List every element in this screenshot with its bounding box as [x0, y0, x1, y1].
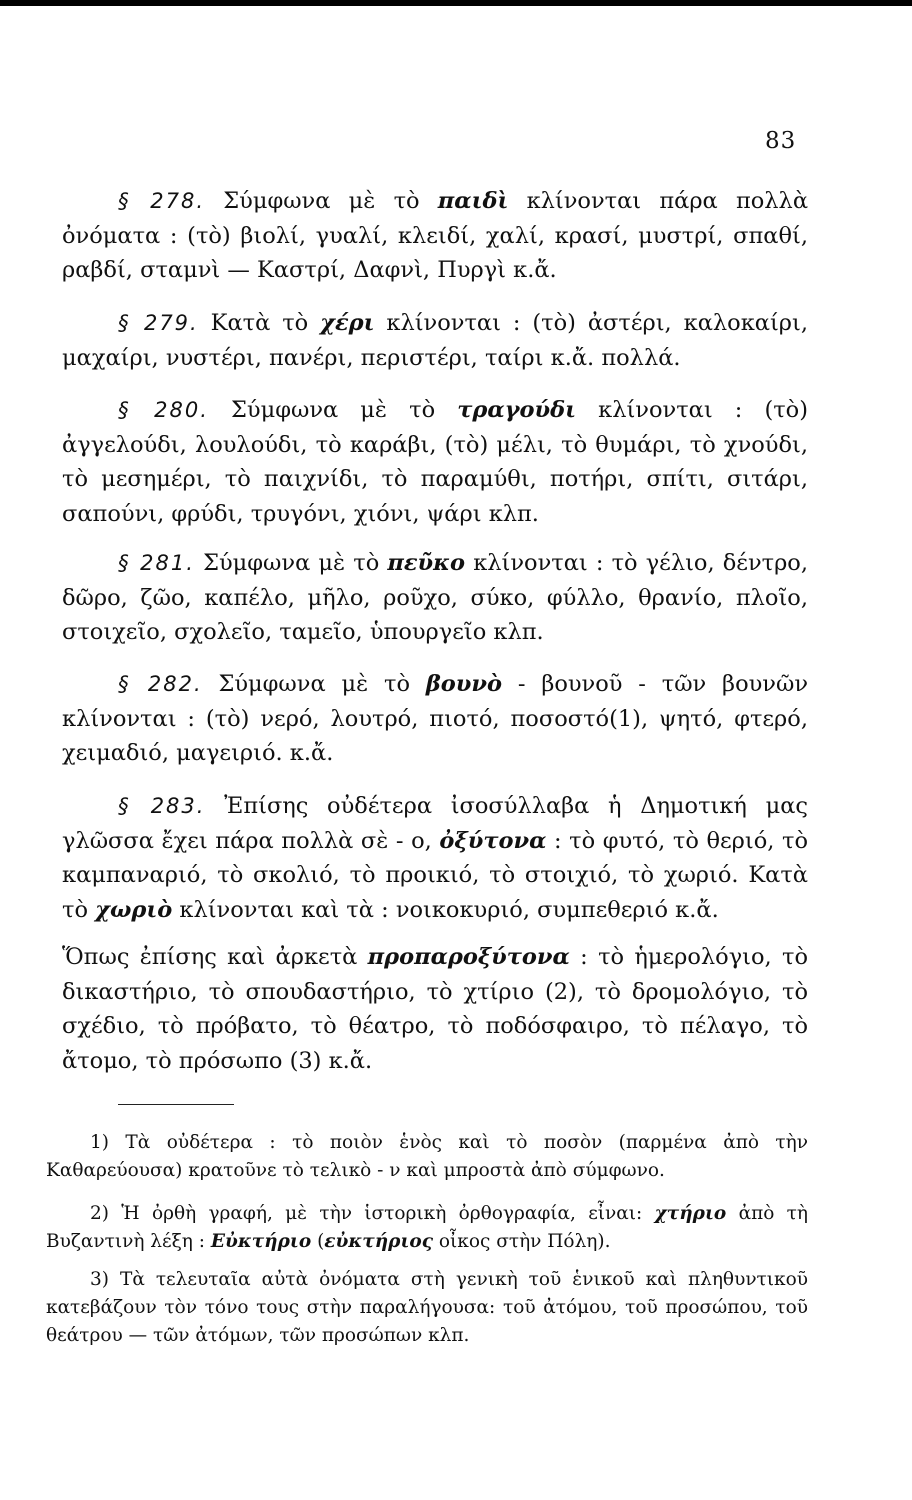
paragraph-279 [62, 306, 808, 375]
paragraph-text: Σύμφωνα μὲ τὸ [208, 397, 458, 423]
keyword: χωριὸ [95, 896, 173, 923]
footnote-3: 3) Τὰ τελευταῖα αὐτὰ ὀνόματα στὴ γενικὴ τοῦ ἑνικοῦ καὶ πληθυντικοῦ κατεβάζουν τὸν τόνο τους στὴν παραλήγουσα: τοῦ ἀτόμου, τοῦ προσώπου, τοῦ θεάτρου — τῶν ἀτόμων, τῶν προσώπων κλπ. [46, 1269, 808, 1346]
footnote-reference: (3) [289, 1047, 322, 1074]
paragraph-text: Σύμφωνα μὲ τὸ [194, 550, 388, 576]
paragraph-text: κλίνονται καὶ τὰ : νοικοκυριό, συμπεθεριό κ.ἄ. [172, 896, 719, 923]
keyword: χτήριο [654, 1203, 727, 1224]
paragraph-text: : τὸ ἡμερολόγιο, τὸ δικαστήριο, τὸ σπουδαστήριο, τὸ χτίριο [62, 944, 808, 1005]
paragraph-text: Κατὰ τὸ [198, 310, 321, 336]
section-marker: § 278. [118, 189, 206, 213]
paragraph-text: Σύμφωνα μὲ τὸ [202, 671, 426, 697]
keyword: πεῦκο [387, 550, 466, 576]
section-marker: § 283. [118, 794, 206, 818]
keyword: ὀξύτονα [439, 827, 547, 854]
page-number: 83 [765, 128, 797, 154]
paragraph-text: , τὸ δρομολόγιο, τὸ σχέδιο, τὸ πρόβατο, τὸ θέατρο, τὸ ποδόσφαιρο, τὸ πέλαγο, τὸ ἄτομο, τὸ πρόσωπο [62, 978, 808, 1074]
paragraph-text: κλίνονται : τὸ γέλιο, δέντρο, δῶρο, ζῶο, καπέλο, μῆλο, ροῦχο, σύκο, φύλλο, θρανίο, πλοῖο, στοιχεῖο, σχολεῖο, ταμεῖο, ὑπουργεῖο κλπ. [62, 550, 809, 645]
paragraph-278 [62, 184, 808, 288]
footnote-1: 1) Τὰ οὐδέτερα : τὸ ποιὸν ἑνὸς καὶ τὸ ποσὸν (παρμένα ἀπὸ τὴν Καθαρεύουσα) κρατοῦνε τὸ τελικὸ - ν καὶ μπροστὰ ἀπὸ σύμφωνο. [46, 1132, 808, 1181]
keyword: Εὐκτήριο [210, 1231, 312, 1252]
keyword: προπαροξύτονα [367, 944, 570, 970]
keyword: παιδὶ [437, 188, 509, 214]
paragraph-text: κ.ἄ. [321, 1047, 373, 1074]
footnote-text: 2) Ἡ ὀρθὴ γραφή, μὲ τὴν ἱστορικὴ ὀρθογραφία, εἶναι: [90, 1203, 655, 1224]
footnote-divider [118, 1104, 234, 1105]
footnote-reference: (1) [609, 705, 641, 732]
keyword: εὐκτήριος [324, 1231, 434, 1252]
footnote-text: ἀπὸ τὴ Βυζαντινὴ λέξη : [46, 1203, 808, 1252]
section-marker: § 281. [118, 551, 195, 575]
keyword: βουνὸ [425, 671, 503, 697]
paragraph-text: Ὅπως ἐπίσης καὶ ἀρκετὰ [62, 944, 368, 970]
paragraph-282 [62, 667, 808, 771]
paragraph-283 [62, 789, 808, 927]
section-marker: § 279. [118, 311, 199, 335]
top-edge-rule [0, 0, 912, 6]
section-marker: § 280. [118, 398, 209, 422]
paragraph-text: κλίνονται : (τὸ) ἀγγελούδι, λουλούδι, τὸ καράβι, (τὸ) μέλι, τὸ θυμάρι, τὸ χνούδι, τὸ μεσημέρι, τὸ παιχνίδι, τὸ παραμύθι, ποτήρι, σπίτι, σιτάρι, σαπούνι, φρύδι, τρυγόνι, χιόνι, ψάρι κλπ. [62, 397, 809, 527]
paragraph-text: κλίνονται πάρα πολλὰ ὀνόματα : (τὸ) βιολί, γυαλί, κλειδί, χαλί, κρασί, μυστρί, σπαθί, ραβδί, σταμνὶ — Καστρί, Δαφνὶ, Πυργὶ κ.ἄ. [62, 188, 809, 283]
footnote-text: οἶκος στὴν Πόλη). [433, 1231, 611, 1252]
paragraph-text: : τὸ φυτό, τὸ θεριό, τὸ καμπαναριό, τὸ σκολιό, τὸ προικιό, τὸ στοιχιό, τὸ χωριό. Κατὰ τὸ [62, 827, 808, 923]
paragraph-text: - βουνοῦ - τῶν βουνῶν κλίνονται : (τὸ) νερό, λουτρό, πιοτό, ποσοστό [62, 671, 808, 732]
keyword: τραγούδι [457, 397, 577, 423]
footnote-2 [46, 1200, 808, 1256]
footnote-reference: (2) [544, 978, 577, 1005]
paragraph-281 [62, 546, 808, 650]
footnote-text: ( [311, 1231, 325, 1252]
paragraph-280 [62, 393, 808, 531]
paragraph-text: κλίνονται : (τὸ) ἀστέρι, καλοκαίρι, μαχαίρι, νυστέρι, πανέρι, περιστέρι, ταίρι κ.ἄ. πολλά. [62, 310, 808, 371]
section-marker: § 282. [118, 672, 203, 696]
paragraph-text: , ψητό, φτερό, χειμαδιό, μαγειριό. κ.ἄ. [62, 705, 808, 766]
paragraph-text: Ἐπίσης οὐδέτερα ἰσοσύλλαβα ἡ Δημοτική μας γλῶσσα ἔχει πάρα πολλὰ σὲ - ο, [62, 793, 808, 854]
keyword: χέρι [320, 310, 375, 336]
paragraph-proparoxytona [62, 940, 808, 1078]
paragraph-text: Σύμφωνα μὲ τὸ [205, 188, 438, 214]
